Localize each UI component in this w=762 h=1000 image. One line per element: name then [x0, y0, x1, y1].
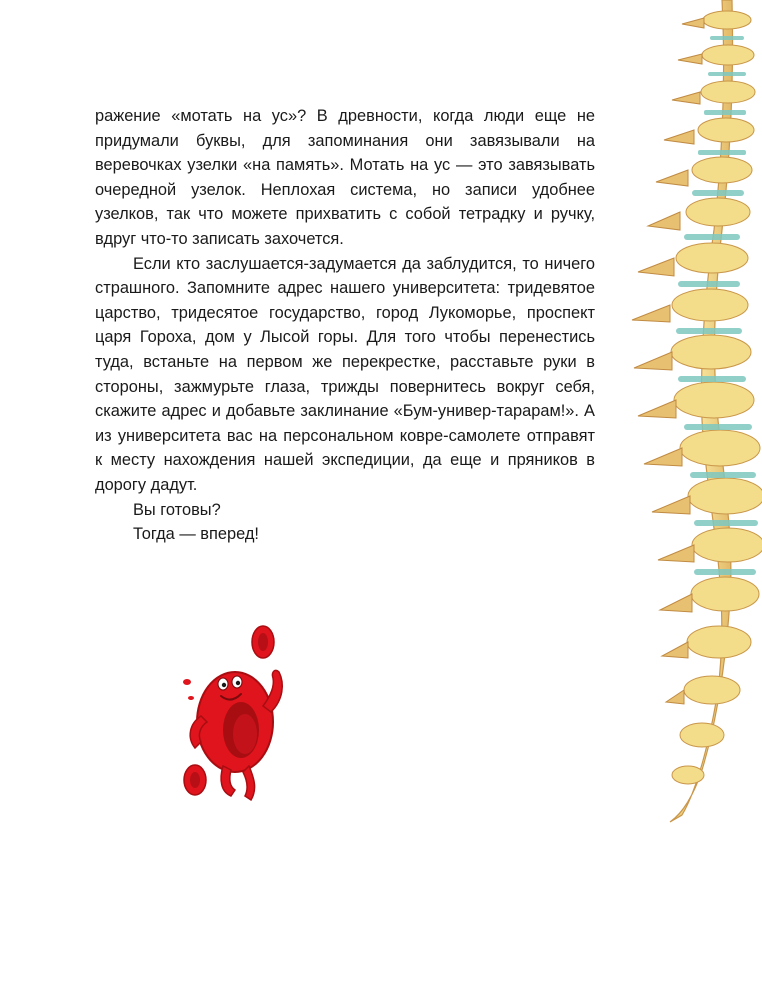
paragraph-3: Вы готовы? — [133, 500, 221, 519]
paragraph-2: Если кто заслушается-задумается да заблудится, то ничего страшного. Запомните адрес нашего университета: тридевятое царство, тридесятое государство, город Лукоморье, проспект царя Гороха, дом у Лысой горы. Для того чтобы перенестись туда, встаньте на первом же перекрестке, расставьте руки в стороны, зажмурьте глаза, трижды повернитесь вокруг себя, скажите адрес и добавьте заклинание «Бум-универ-тарарам!». А из университета вас на персональном ковре-самолете отправят к месту нахождения нашей экспедиции, да еще и пряников в дорогу дадут. — [95, 254, 595, 494]
red-blood-cell-character — [175, 620, 305, 805]
paragraph-1: ражение «мотать на ус»? В древности, когда люди еще не придумали буквы, для запоминания они завязывали на веревочках узелки «на память». Мотать на ус — это завязывать очередной узелок. Неплохая система, но записи удобнее узелков, так что можете прихватить с собой тетрадку и ручку, вдруг что-то записать захочется. — [95, 107, 595, 248]
paragraph-4: Тогда — вперед! — [133, 525, 259, 544]
spine-illustration — [622, 0, 762, 830]
body-text — [95, 104, 595, 547]
